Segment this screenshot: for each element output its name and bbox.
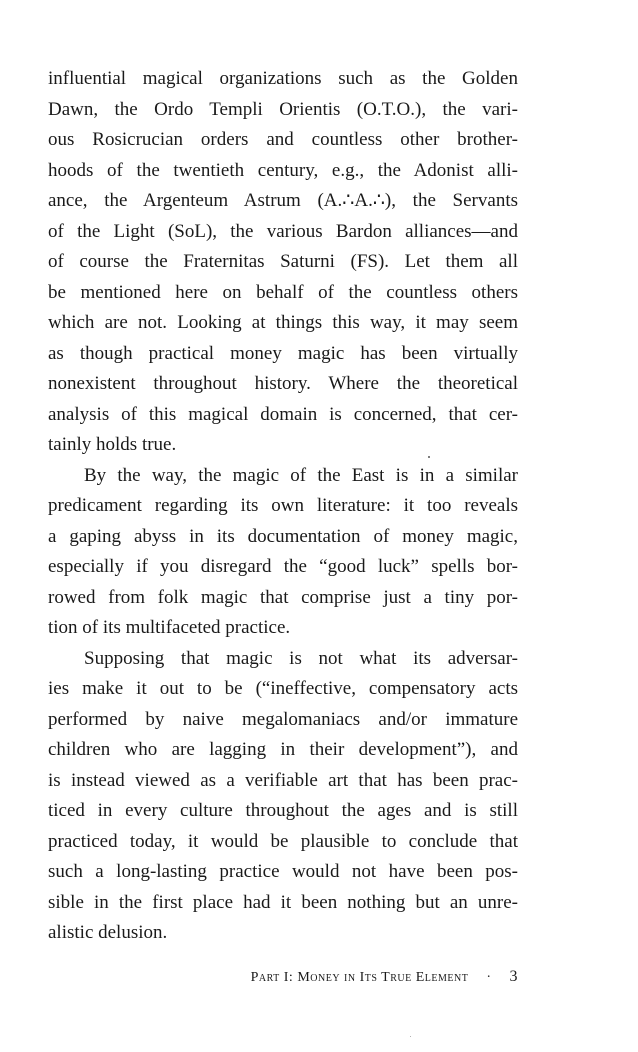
- text-line: ous Rosicrucian orders and countless other brother-: [48, 129, 518, 150]
- text-line: sible in the first place had it been nothing but an unre-: [48, 891, 518, 913]
- text-line: ticed in every culture throughout the ages and is still: [48, 800, 518, 821]
- text-line: of course the Fraternitas Saturni (FS). Let them all: [48, 251, 518, 272]
- text-line: is instead viewed as a verifiable art that has been prac-: [48, 769, 518, 791]
- text-line: which are not. Looking at things this way, it may seem: [48, 312, 518, 333]
- text-line: alistic delusion.: [48, 922, 168, 943]
- scan-speck: [428, 456, 430, 458]
- text-line: tainly holds true.: [48, 434, 177, 455]
- text-line: be mentioned here on behalf of the countless others: [48, 281, 518, 303]
- text-line: ies make it out to be (“ineffective, compensatory acts: [48, 678, 518, 699]
- text-line: Dawn, the Ordo Templi Orientis (O.T.O.), the vari-: [48, 98, 518, 120]
- book-page-body: [48, 64, 518, 949]
- text-line: especially if you disregard the “good luck” spells bor-: [48, 556, 518, 577]
- text-line: hoods of the twentieth century, e.g., the Adonist alli-: [48, 159, 518, 181]
- paragraph-3: [48, 644, 518, 949]
- text-line: By the way, the magic of the East is in a similar: [84, 464, 518, 486]
- text-line: performed by naive megalomaniacs and/or immature: [48, 708, 518, 730]
- page-footer: [48, 968, 518, 986]
- text-line: ance, the Argenteum Astrum (A.∴A.∴), the Servants: [48, 190, 518, 211]
- page-number: 3: [509, 968, 518, 985]
- scan-speck: [410, 1036, 411, 1037]
- text-line: of the Light (SoL), the various Bardon alliances—and: [48, 220, 518, 242]
- text-line: tion of its multifaceted practice.: [48, 617, 291, 638]
- text-line: children who are lagging in their development”), and: [48, 739, 518, 760]
- text-line: such a long-lasting practice would not have been pos-: [48, 861, 518, 882]
- text-line: a gaping abyss in its documentation of money magic,: [48, 525, 518, 547]
- text-line: Supposing that magic is not what its adversar-: [84, 647, 518, 669]
- text-line: influential magical organizations such as the Golden: [48, 68, 518, 89]
- paragraph-2: [48, 461, 518, 644]
- text-line: analysis of this magical domain is concerned, that cer-: [48, 403, 518, 425]
- text-line: as though practical money magic has been virtually: [48, 342, 518, 364]
- paragraph-1: [48, 64, 518, 461]
- text-line: practiced today, it would be plausible to conclude that: [48, 830, 518, 852]
- footer-separator: ·: [486, 970, 492, 985]
- text-line: nonexistent throughout history. Where the theoretical: [48, 373, 518, 394]
- text-line: rowed from folk magic that comprise just a tiny por-: [48, 586, 518, 608]
- running-head: Part I: Money in Its True Element: [250, 970, 469, 985]
- text-line: predicament regarding its own literature: it too reveals: [48, 495, 518, 516]
